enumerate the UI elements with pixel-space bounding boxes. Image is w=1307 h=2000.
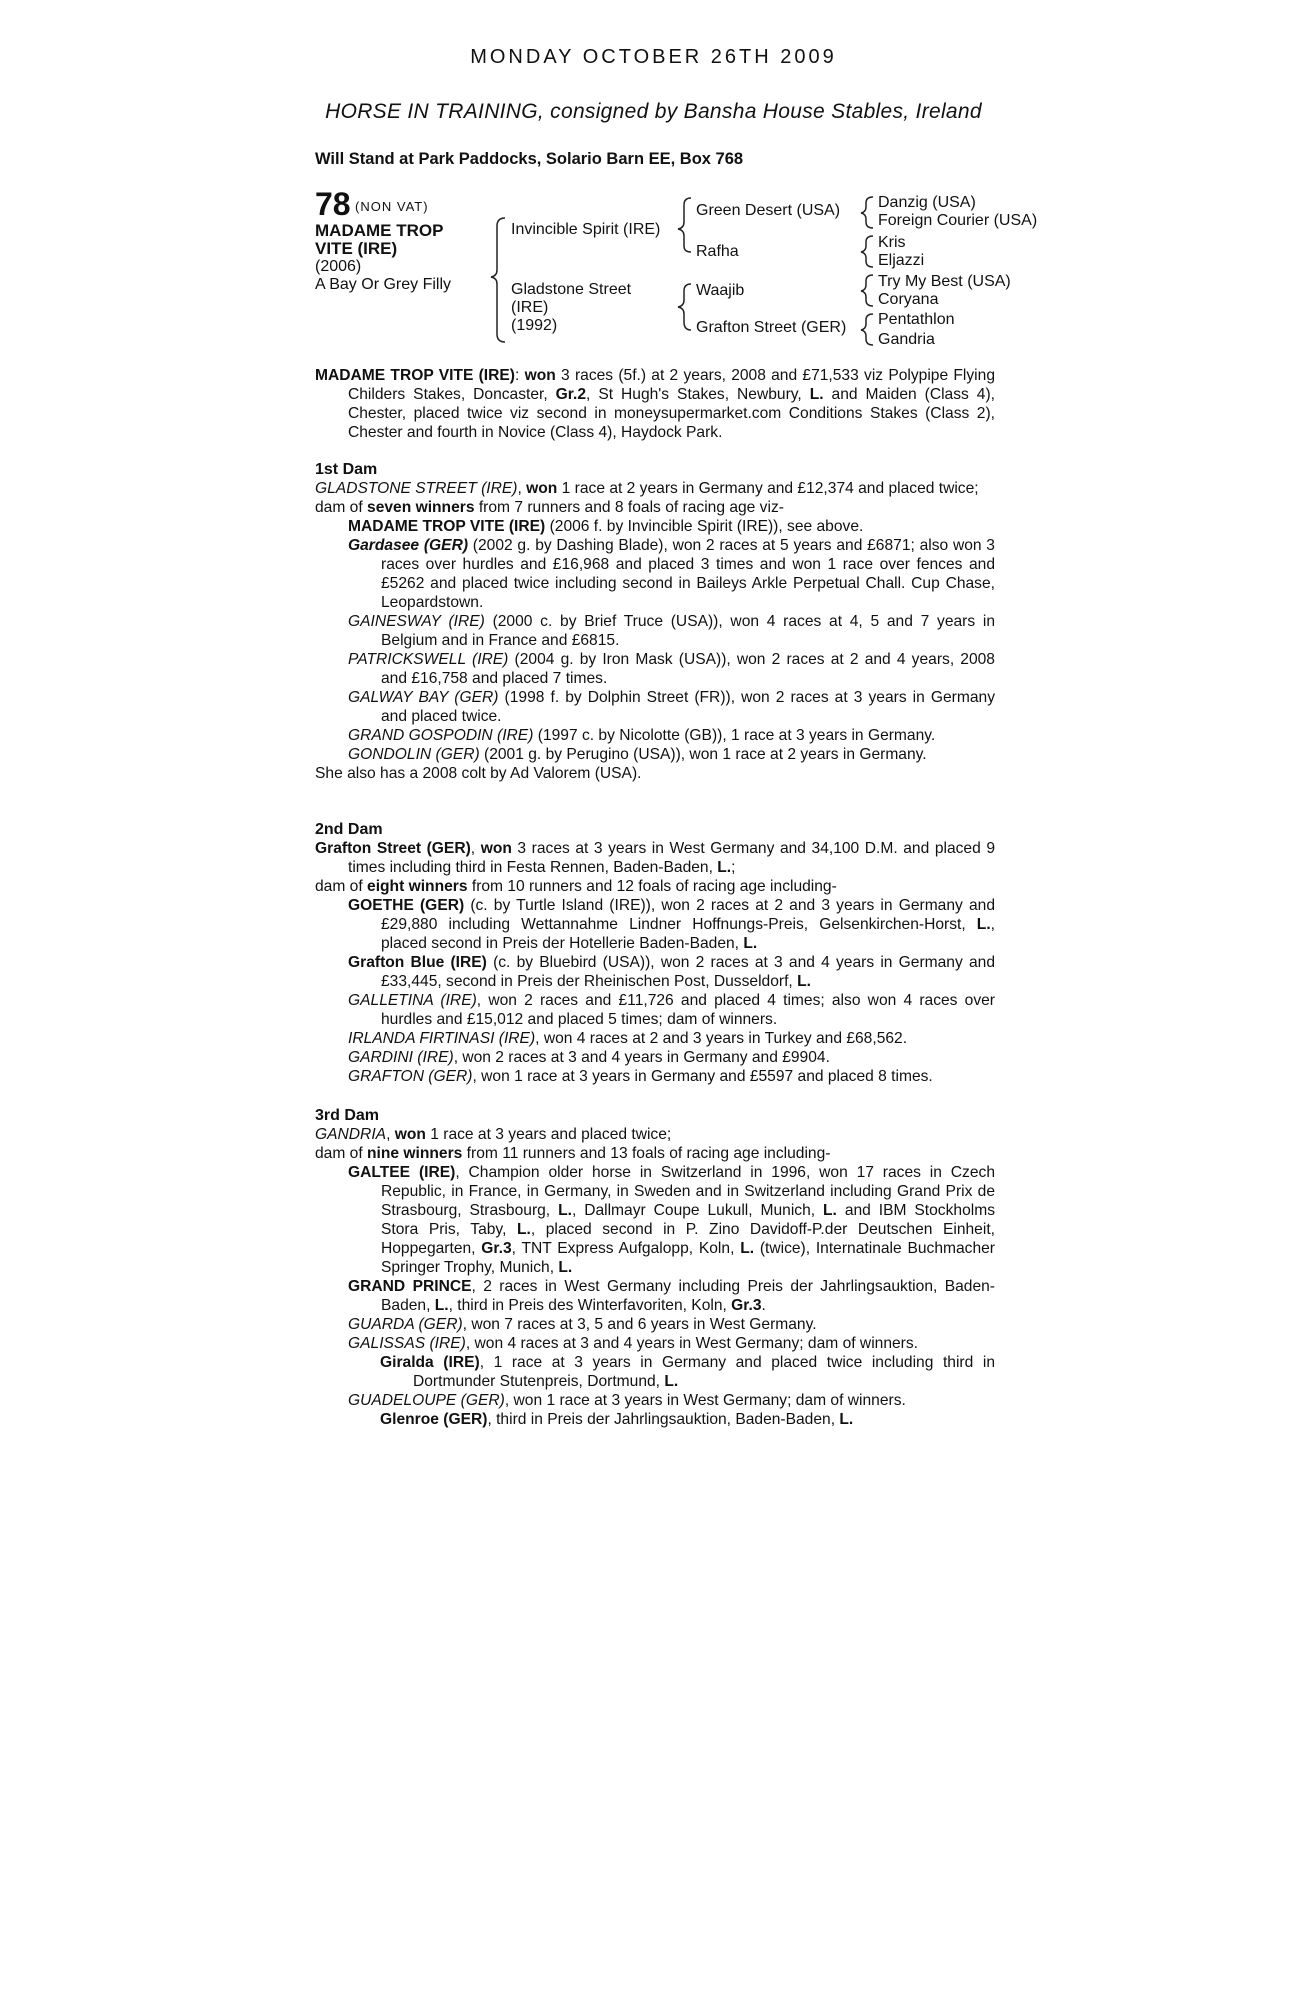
first-dam-of-pre: dam of bbox=[315, 499, 368, 516]
vat-status: (NON VAT) bbox=[355, 199, 429, 214]
progeny-record: , won 1 race at 3 years in Germany and £5597 and placed 8 times. bbox=[472, 1068, 933, 1085]
listed-mark: L. bbox=[740, 1240, 755, 1257]
grade-mark: Gr.3 bbox=[481, 1240, 512, 1257]
third-dam-of-pre: dam of bbox=[315, 1145, 368, 1162]
progeny-record: , TNT Express Aufgalopp, Koln, bbox=[511, 1240, 741, 1257]
second-dam-record: 3 races at 3 years in West Germany and 34,100 D.M. and placed 9 times including third in Festa Rennen, Baden-Baden, bbox=[348, 840, 995, 876]
progeny-record: , third in Preis des Winterfavoriten, Koln, bbox=[448, 1297, 732, 1314]
progeny-record: (2000 c. by Brief Truce (USA)), won 4 races at 4, 5 and 7 years in Belgium and in France and £6815. bbox=[381, 613, 996, 649]
horse-description: A Bay Or Grey Filly bbox=[315, 276, 452, 293]
progeny-name: GRAFTON (GER) bbox=[348, 1068, 473, 1085]
progeny-record: , won 7 races at 3, 5 and 6 years in West Germany. bbox=[462, 1316, 817, 1333]
pedigree-dam-line1: Gladstone Street bbox=[511, 281, 632, 298]
listed-mark: L. bbox=[434, 1297, 449, 1314]
second-dam-winners: eight winners bbox=[367, 878, 468, 895]
progeny-record: , placed second in P. Zino Davidoff-P.der Deutschen Einheit, Hoppegarten, bbox=[381, 1221, 995, 1257]
progeny-name: IRLANDA FIRTINASI (IRE) bbox=[348, 1030, 536, 1047]
third-dam-sep: , bbox=[386, 1126, 395, 1143]
first-dam-winners: seven winners bbox=[367, 499, 475, 516]
listed-mark: L. bbox=[743, 935, 758, 952]
third-dam-section bbox=[315, 1106, 995, 1429]
progeny-name: GUARDA (GER) bbox=[348, 1316, 463, 1333]
pedigree-dam bbox=[511, 281, 631, 335]
listed-mark: L. bbox=[664, 1373, 679, 1390]
progeny-record: , won 2 races and £11,726 and placed 4 times; also won 4 races over hurdles and £15,012 and placed 5 times; dam of winners. bbox=[381, 992, 995, 1028]
progeny-name: Gardasee (GER) bbox=[348, 537, 469, 554]
progeny-record: , Dallmayr Coupe Lukull, Munich, bbox=[571, 1202, 824, 1219]
pedigree-dsd: Coryana bbox=[878, 291, 939, 308]
pedigree-dss: Try My Best (USA) bbox=[878, 273, 1011, 290]
progeny-record: , Champion older horse in Switzerland in 1996, won 17 races in Czech Republic, in France, in Germany, in Sweden and in Switzerland including Grand Prix de Strasbourg, Strasbourg, bbox=[381, 1164, 995, 1219]
pedigree-dds: Pentathlon bbox=[878, 311, 955, 328]
second-dam-of-post: from 10 runners and 12 foals of racing age including- bbox=[467, 878, 837, 895]
summary-text-2: , St Hugh's Stakes, Newbury, bbox=[586, 386, 810, 403]
summary-grade: Gr.2 bbox=[555, 386, 587, 403]
progeny-name: GAINESWAY (IRE) bbox=[348, 613, 485, 630]
pedigree-sds: Kris bbox=[878, 234, 906, 251]
third-dam-name: GANDRIA bbox=[315, 1126, 387, 1143]
stand-location: Will Stand at Park Paddocks, Solario Barn EE, Box 768 bbox=[315, 150, 744, 168]
progeny-record: , won 4 races at 3 and 4 years in West Germany; dam of winners. bbox=[465, 1335, 918, 1352]
progeny-name: Giralda (IRE) bbox=[380, 1354, 480, 1371]
progeny-record: , placed second in Preis der Hotellerie Baden-Baden, bbox=[381, 916, 995, 952]
progeny-record: , 2 races in West Germany including Preis der Jahrlingsauktion, Baden-Baden, bbox=[381, 1278, 995, 1314]
third-dam-winners: nine winners bbox=[367, 1145, 463, 1162]
pedigree-dam-line2: (IRE) bbox=[511, 299, 549, 316]
second-dam-record-end: ; bbox=[731, 859, 736, 876]
progeny-name: GALISSAS (IRE) bbox=[348, 1335, 466, 1352]
progeny-record: (2006 f. by Invincible Spirit (IRE)), see above. bbox=[545, 518, 864, 535]
listed-mark: L. bbox=[717, 859, 732, 876]
listed-mark: L. bbox=[797, 973, 811, 990]
pedigree-sss: Danzig (USA) bbox=[878, 194, 976, 211]
progeny-record: , won 1 race at 3 years in West Germany; dam of winners. bbox=[504, 1392, 906, 1409]
summary-listed: L. bbox=[809, 386, 824, 403]
grade-mark: Gr.3 bbox=[731, 1297, 762, 1314]
first-dam-won: won bbox=[526, 480, 558, 497]
pedigree-sdd: Eljazzi bbox=[878, 252, 925, 269]
progeny-name: GARDINI (IRE) bbox=[348, 1049, 454, 1066]
third-dam-record: 1 race at 3 years and placed twice; bbox=[425, 1126, 672, 1143]
progeny-name: GRAND GOSPODIN (IRE) bbox=[348, 727, 534, 744]
horse-name-line1: MADAME TROP bbox=[315, 221, 444, 240]
progeny-name: GOETHE (GER) bbox=[348, 897, 465, 914]
listed-mark: L. bbox=[823, 1202, 837, 1219]
second-dam-section: 2nd Dam Grafton Street (GER), won 3 races at 3 years in West Germany and 34,100 D.M. and placed 9 times including third in Festa Rennen, Baden-Baden, L.; dam of eight winners from 10 runners and 12 foals of racing age including- GOETHE (GER) (c. by Turtle Island (IRE)), won 2 races at 2 and 3 years in Germany and £29,880 including Wettannahme Lindner Hoffnungs-Preis, Gelsenkirchen-Horst, L., placed second in Preis der Hotellerie Baden-Baden, L. Grafton Blue (IRE) (c. by Bluebird (USA)), won 2 races at 3 and 4 years in Germany and £33,445, second in Preis der Rheinischen Post, Dusseldorf, L. GALLETINA (IRE), won 2 races and £11,726 and placed 4 times; also won 4 races over hurdles and £15,012 and placed 5 times; dam of winners. IRLANDA FIRTINASI (IRE), won 4 races at 2 and 3 years in Turkey and £68,562. GARDINI (IRE), won 2 races at 3 and 4 years in Germany and £9904. GRAFTON (GER), won 1 race at 3 years in Germany and £5597 and placed 8 times. bbox=[315, 821, 995, 1085]
progeny-name: MADAME TROP VITE (IRE) bbox=[348, 518, 546, 535]
second-dam-of-pre: dam of bbox=[315, 878, 368, 895]
consignment-line: HORSE IN TRAINING, consigned by Bansha House Stables, Ireland bbox=[325, 100, 982, 123]
second-dam-name: Grafton Street (GER) bbox=[315, 840, 471, 857]
pedigree-dam-sire: Waajib bbox=[696, 282, 745, 299]
progeny-record: , won 2 races at 3 and 4 years in Germany and £9904. bbox=[453, 1049, 830, 1066]
progeny-record: and IBM Stockholms Stora Pris, Taby, bbox=[381, 1202, 995, 1238]
pedigree-sire-dam: Rafha bbox=[696, 243, 739, 260]
pedigree-dam-line3: (1992) bbox=[511, 317, 558, 334]
third-dam-won: won bbox=[394, 1126, 426, 1143]
progeny-record: (2001 g. by Perugino (USA)), won 1 race at 2 years in Germany. bbox=[479, 746, 927, 763]
progeny-record: , won 4 races at 2 and 3 years in Turkey and £68,562. bbox=[535, 1030, 908, 1047]
progeny-record: , third in Preis der Jahrlingsauktion, Baden-Baden, bbox=[487, 1411, 840, 1428]
pedigree-ssd: Foreign Courier (USA) bbox=[878, 212, 1038, 229]
progeny-record: (twice), Internatinale Buchmacher Springer Trophy, Munich, bbox=[381, 1240, 995, 1276]
second-dam-won: won bbox=[480, 840, 512, 857]
listed-mark: L. bbox=[558, 1259, 573, 1276]
listed-mark: L. bbox=[976, 916, 991, 933]
progeny-record: , 1 race at 3 years in Germany and placed twice including third in Dortmunder Stutenpreis, Dortmund, bbox=[413, 1354, 995, 1390]
summary-text-1: 3 races (5f.) at 2 years, 2008 and £71,533 viz Polypipe Flying Childers Stakes, Doncaster, bbox=[348, 367, 995, 403]
progeny-name: Grafton Blue (IRE) bbox=[348, 954, 487, 971]
progeny-name: GALTEE (IRE) bbox=[348, 1164, 456, 1181]
progeny-name: GONDOLIN (GER) bbox=[348, 746, 480, 763]
pedigree-sire: Invincible Spirit (IRE) bbox=[511, 221, 661, 238]
pedigree-dam-dam: Grafton Street (GER) bbox=[696, 319, 847, 336]
progeny-record: (2004 g. by Iron Mask (USA)), won 2 races at 2 and 4 years, 2008 and £16,758 and placed 7 times. bbox=[381, 651, 995, 687]
third-dam-heading: 3rd Dam bbox=[315, 1107, 380, 1124]
summary-text-3: and Maiden (Class 4), Chester, placed twice viz second in moneysupermarket.com Conditions Stakes (Class 2), Chester and fourth in Novice (Class 4), Haydock Park. bbox=[348, 386, 995, 441]
pedigree-ddd: Gandria bbox=[878, 331, 935, 348]
pedigree-sire-sire: Green Desert (USA) bbox=[696, 202, 841, 219]
progeny-record: (c. by Turtle Island (IRE)), won 2 races at 2 and 3 years in Germany and £29,880 including Wettannahme Lindner Hoffnungs-Preis, Gelsenkirchen-Horst, bbox=[381, 897, 995, 933]
listed-mark: L. bbox=[558, 1202, 572, 1219]
progeny-name: GUADELOUPE (GER) bbox=[348, 1392, 505, 1409]
second-dam-heading: 2nd Dam bbox=[315, 821, 383, 838]
first-dam-name: GLADSTONE STREET (IRE) bbox=[315, 480, 518, 497]
first-dam-of-post: from 7 runners and 8 foals of racing age viz- bbox=[474, 499, 784, 516]
race-record-summary: MADAME TROP VITE (IRE): won 3 races (5f.) at 2 years, 2008 and £71,533 viz Polypipe Flying Childers Stakes, Doncaster, Gr.2, St Hugh's Stakes, Newbury, L. and Maiden (Class 4), Chester, placed twice viz second in moneysupermarket.com Conditions Stakes (Class 2), Chester and fourth in Novice (Class 4), Haydock Park. bbox=[315, 367, 995, 441]
third-dam-of-post: from 11 runners and 13 foals of racing age including- bbox=[462, 1145, 831, 1162]
progeny-name: GALLETINA (IRE) bbox=[348, 992, 477, 1009]
progeny-record: (1998 f. by Dolphin Street (FR)), won 2 races at 3 years in Germany and placed twice. bbox=[381, 689, 995, 725]
summary-horse-name: MADAME TROP VITE (IRE) bbox=[315, 367, 515, 384]
listed-mark: L. bbox=[839, 1411, 854, 1428]
progeny-record: (2002 g. by Dashing Blade), won 2 races at 5 years and £6871; also won 3 races over hurdles and £16,968 and placed 3 times and won 1 race over fences and £5262 and placed twice including second in Baileys Arkle Perpetual Chall. Cup Chase, Leopardstown. bbox=[381, 537, 995, 611]
foaling-year: (2006) bbox=[315, 258, 362, 275]
first-dam-heading: 1st Dam bbox=[315, 461, 378, 478]
progeny-record: . bbox=[761, 1297, 766, 1314]
lot-number: 78 bbox=[315, 186, 351, 222]
horse-name-line2: VITE (IRE) bbox=[315, 239, 398, 258]
progeny-name: PATRICKSWELL (IRE) bbox=[348, 651, 509, 668]
sale-date: MONDAY OCTOBER 26TH 2009 bbox=[470, 46, 837, 68]
first-dam-section: 1st Dam GLADSTONE STREET (IRE), won 1 race at 2 years in Germany and £12,374 and placed twice; dam of seven winners from 7 runners and 8 foals of racing age viz- MADAME TROP VITE (IRE) (2006 f. by Invincible Spirit (IRE)), see above. Gardasee (GER) (2002 g. by Dashing Blade), won 2 races at 5 years and £6871; also won 3 races over hurdles and £16,968 and placed 3 times and won 1 race over fences and £5262 and placed twice including second in Baileys Arkle Perpetual Chall. Cup Chase, Leopardstown. GAINESWAY (IRE) (2000 c. by Brief Truce (USA)), won 4 races at 4, 5 and 7 years in Belgium and in France and £6815. PATRICKSWELL (IRE) (2004 g. by Iron Mask (USA)), won 2 races at 2 and 4 years, 2008 and £16,758 and placed 7 times. GALWAY BAY (GER) (1998 f. by Dolphin Street (FR)), won 2 races at 3 years in Germany and placed twice. GRAND GOSPODIN (IRE) (1997 c. by Nicolotte (GB)), 1 race at 3 years in Germany. GONDOLIN (GER) (2001 g. by Perugino (USA)), won 1 race at 2 years in Germany. She also has a 2008 colt by Ad Valorem (USA). bbox=[315, 461, 996, 782]
progeny-name: GRAND PRINCE bbox=[348, 1278, 472, 1295]
progeny-name: Glenroe (GER) bbox=[380, 1411, 488, 1428]
first-dam-record: 1 race at 2 years in Germany and £12,374 and placed twice; bbox=[557, 480, 979, 497]
listed-mark: L. bbox=[516, 1221, 531, 1238]
progeny-record: (1997 c. by Nicolotte (GB)), 1 race at 3 years in Germany. bbox=[533, 727, 936, 744]
first-dam-also-note: She also has a 2008 colt by Ad Valorem (USA). bbox=[315, 765, 642, 782]
summary-won: won bbox=[524, 367, 556, 384]
pedigree-brackets bbox=[0, 0, 1307, 360]
progeny-name: GALWAY BAY (GER) bbox=[348, 689, 499, 706]
progeny-record: (c. by Bluebird (USA)), won 2 races at 3 and 4 years in Germany and £33,445, second in Preis der Rheinischen Post, Dusseldorf, bbox=[381, 954, 995, 990]
